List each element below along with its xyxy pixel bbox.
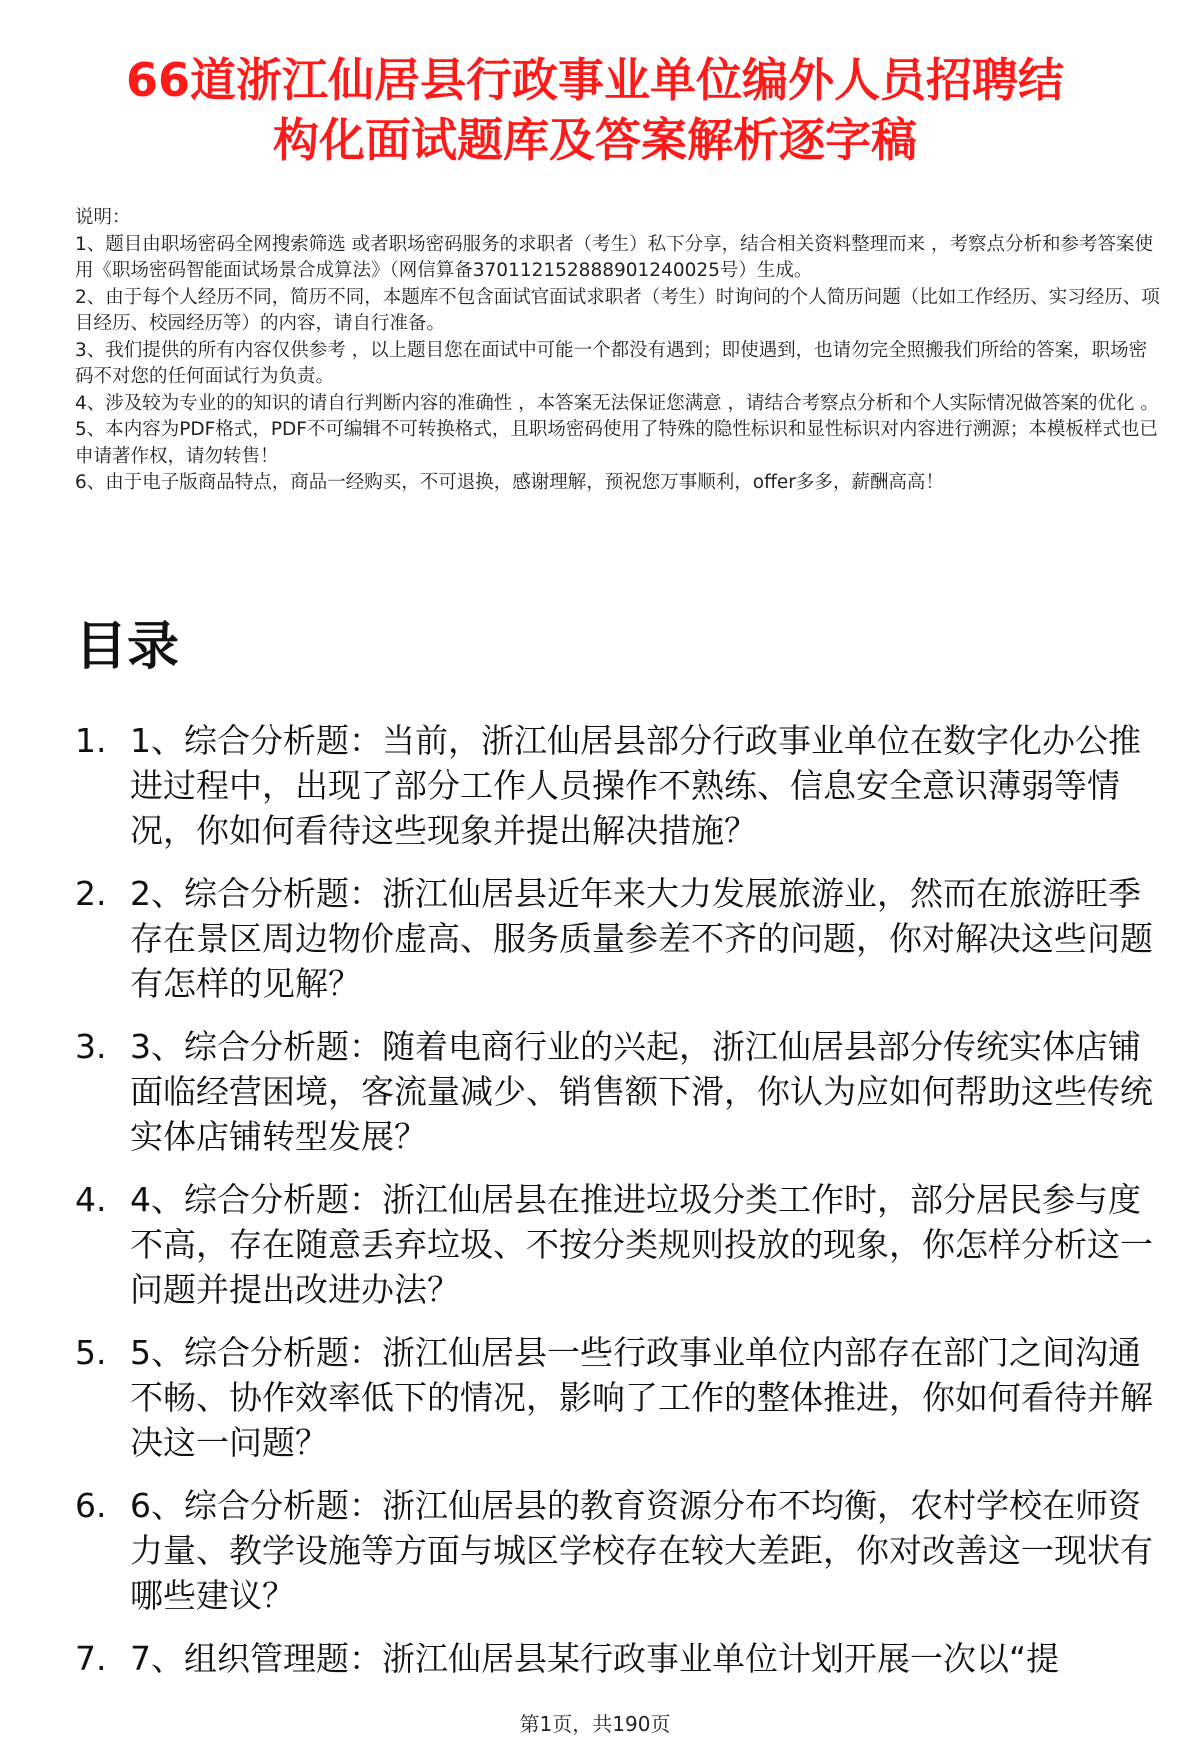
document-title [60, 50, 1130, 170]
toc-item-number: 2. [75, 874, 107, 913]
toc-item[interactable] [75, 718, 1165, 853]
title-line-2: 构化面试题库及答案解析逐字稿 [273, 113, 917, 167]
note-item: 6、由于电子版商品特点，商品一经购买，不可退换，感谢理解，预祝您万事顺利，offer多多，薪酬高高！ [75, 472, 944, 493]
note-item: 1、题目由职场密码全网搜索筛选 或者职场密码服务的求职者（考生）私下分享，结合相关资料整理而来 ，考察点分析和参考答案使用《职场密码智能面试场景合成算法》（网信算备370112152888901240025号）生成。 [75, 233, 1154, 281]
toc-item[interactable] [75, 1636, 1165, 1681]
toc-item-text: 3、综合分析题：随着电商行业的兴起，浙江仙居县部分传统实体店铺面临经营困境，客流量减少、销售额下滑，你认为应如何帮助这些传统实体店铺转型发展？ [130, 1027, 1153, 1156]
toc-item-text: 4、综合分析题：浙江仙居县在推进垃圾分类工作时，部分居民参与度不高，存在随意丢弃垃圾、不按分类规则投放的现象，你怎样分析这一问题并提出改进办法？ [130, 1180, 1153, 1309]
toc-item[interactable] [75, 1177, 1165, 1312]
toc-item[interactable] [75, 1483, 1165, 1618]
toc-item-text: 6、综合分析题：浙江仙居县的教育资源分布不均衡，农村学校在师资力量、教学设施等方面与城区学校存在较大差距，你对改善这一现状有哪些建议？ [130, 1486, 1153, 1615]
toc-item-number: 4. [75, 1180, 107, 1219]
toc-item-number: 6. [75, 1486, 107, 1525]
page-footer: 第1页，共190页 [519, 1712, 671, 1736]
toc-item-number: 1. [75, 721, 107, 760]
toc-list [75, 718, 1165, 1699]
toc-item-number: 7. [75, 1639, 107, 1678]
note-item: 3、我们提供的所有内容仅供参考 ，以上题目您在面试中可能一个都没有遇到；即使遇到，也请勿完全照搬我们所给的答案，职场密码不对您的任何面试行为负责。 [75, 339, 1148, 387]
toc-item-number: 3. [75, 1027, 107, 1066]
toc-item-text: 7、组织管理题：浙江仙居县某行政事业单位计划开展一次以“提 [130, 1639, 1060, 1678]
toc-item-number: 5. [75, 1333, 107, 1372]
toc-item-text: 1、综合分析题：当前，浙江仙居县部分行政事业单位在数字化办公推进过程中，出现了部分工作人员操作不熟练、信息安全意识薄弱等情况，你如何看待这些现象并提出解决措施？ [130, 721, 1141, 850]
toc-item-text: 5、综合分析题：浙江仙居县一些行政事业单位内部存在部门之间沟通不畅、协作效率低下的情况，影响了工作的整体推进，你如何看待并解决这一问题？ [130, 1333, 1153, 1462]
note-item: 2、由于每个人经历不同，简历不同，本题库不包含面试官面试求职者（考生）时询问的个人简历问题（比如工作经历、实习经历、项目经历、校园经历等）的内容，请自行准备。 [75, 286, 1160, 334]
toc-item-text: 2、综合分析题：浙江仙居县近年来大力发展旅游业，然而在旅游旺季存在景区周边物价虚高、服务质量参差不齐的问题，你对解决这些问题有怎样的见解？ [130, 874, 1153, 1003]
toc-heading: 目录 [75, 617, 180, 677]
note-item: 4、涉及较为专业的的知识的请自行判断内容的准确性 ，本答案无法保证您满意 ，请结合考察点分析和个人实际情况做答案的优化 。 [75, 392, 1159, 414]
toc-item[interactable] [75, 1024, 1165, 1159]
note-item: 5、本内容为PDF格式，PDF不可编辑不可转换格式，且职场密码使用了特殊的隐性标识和显性标识对内容进行溯源；本模板样式也已申请著作权，请勿转售！ [75, 419, 1158, 467]
notes-heading: 说明： [75, 207, 131, 228]
title-line-1: 66道浙江仙居县行政事业单位编外人员招聘结 [125, 53, 1064, 107]
notes-section [75, 205, 1160, 497]
toc-item[interactable] [75, 1330, 1165, 1465]
toc-item[interactable] [75, 871, 1165, 1006]
